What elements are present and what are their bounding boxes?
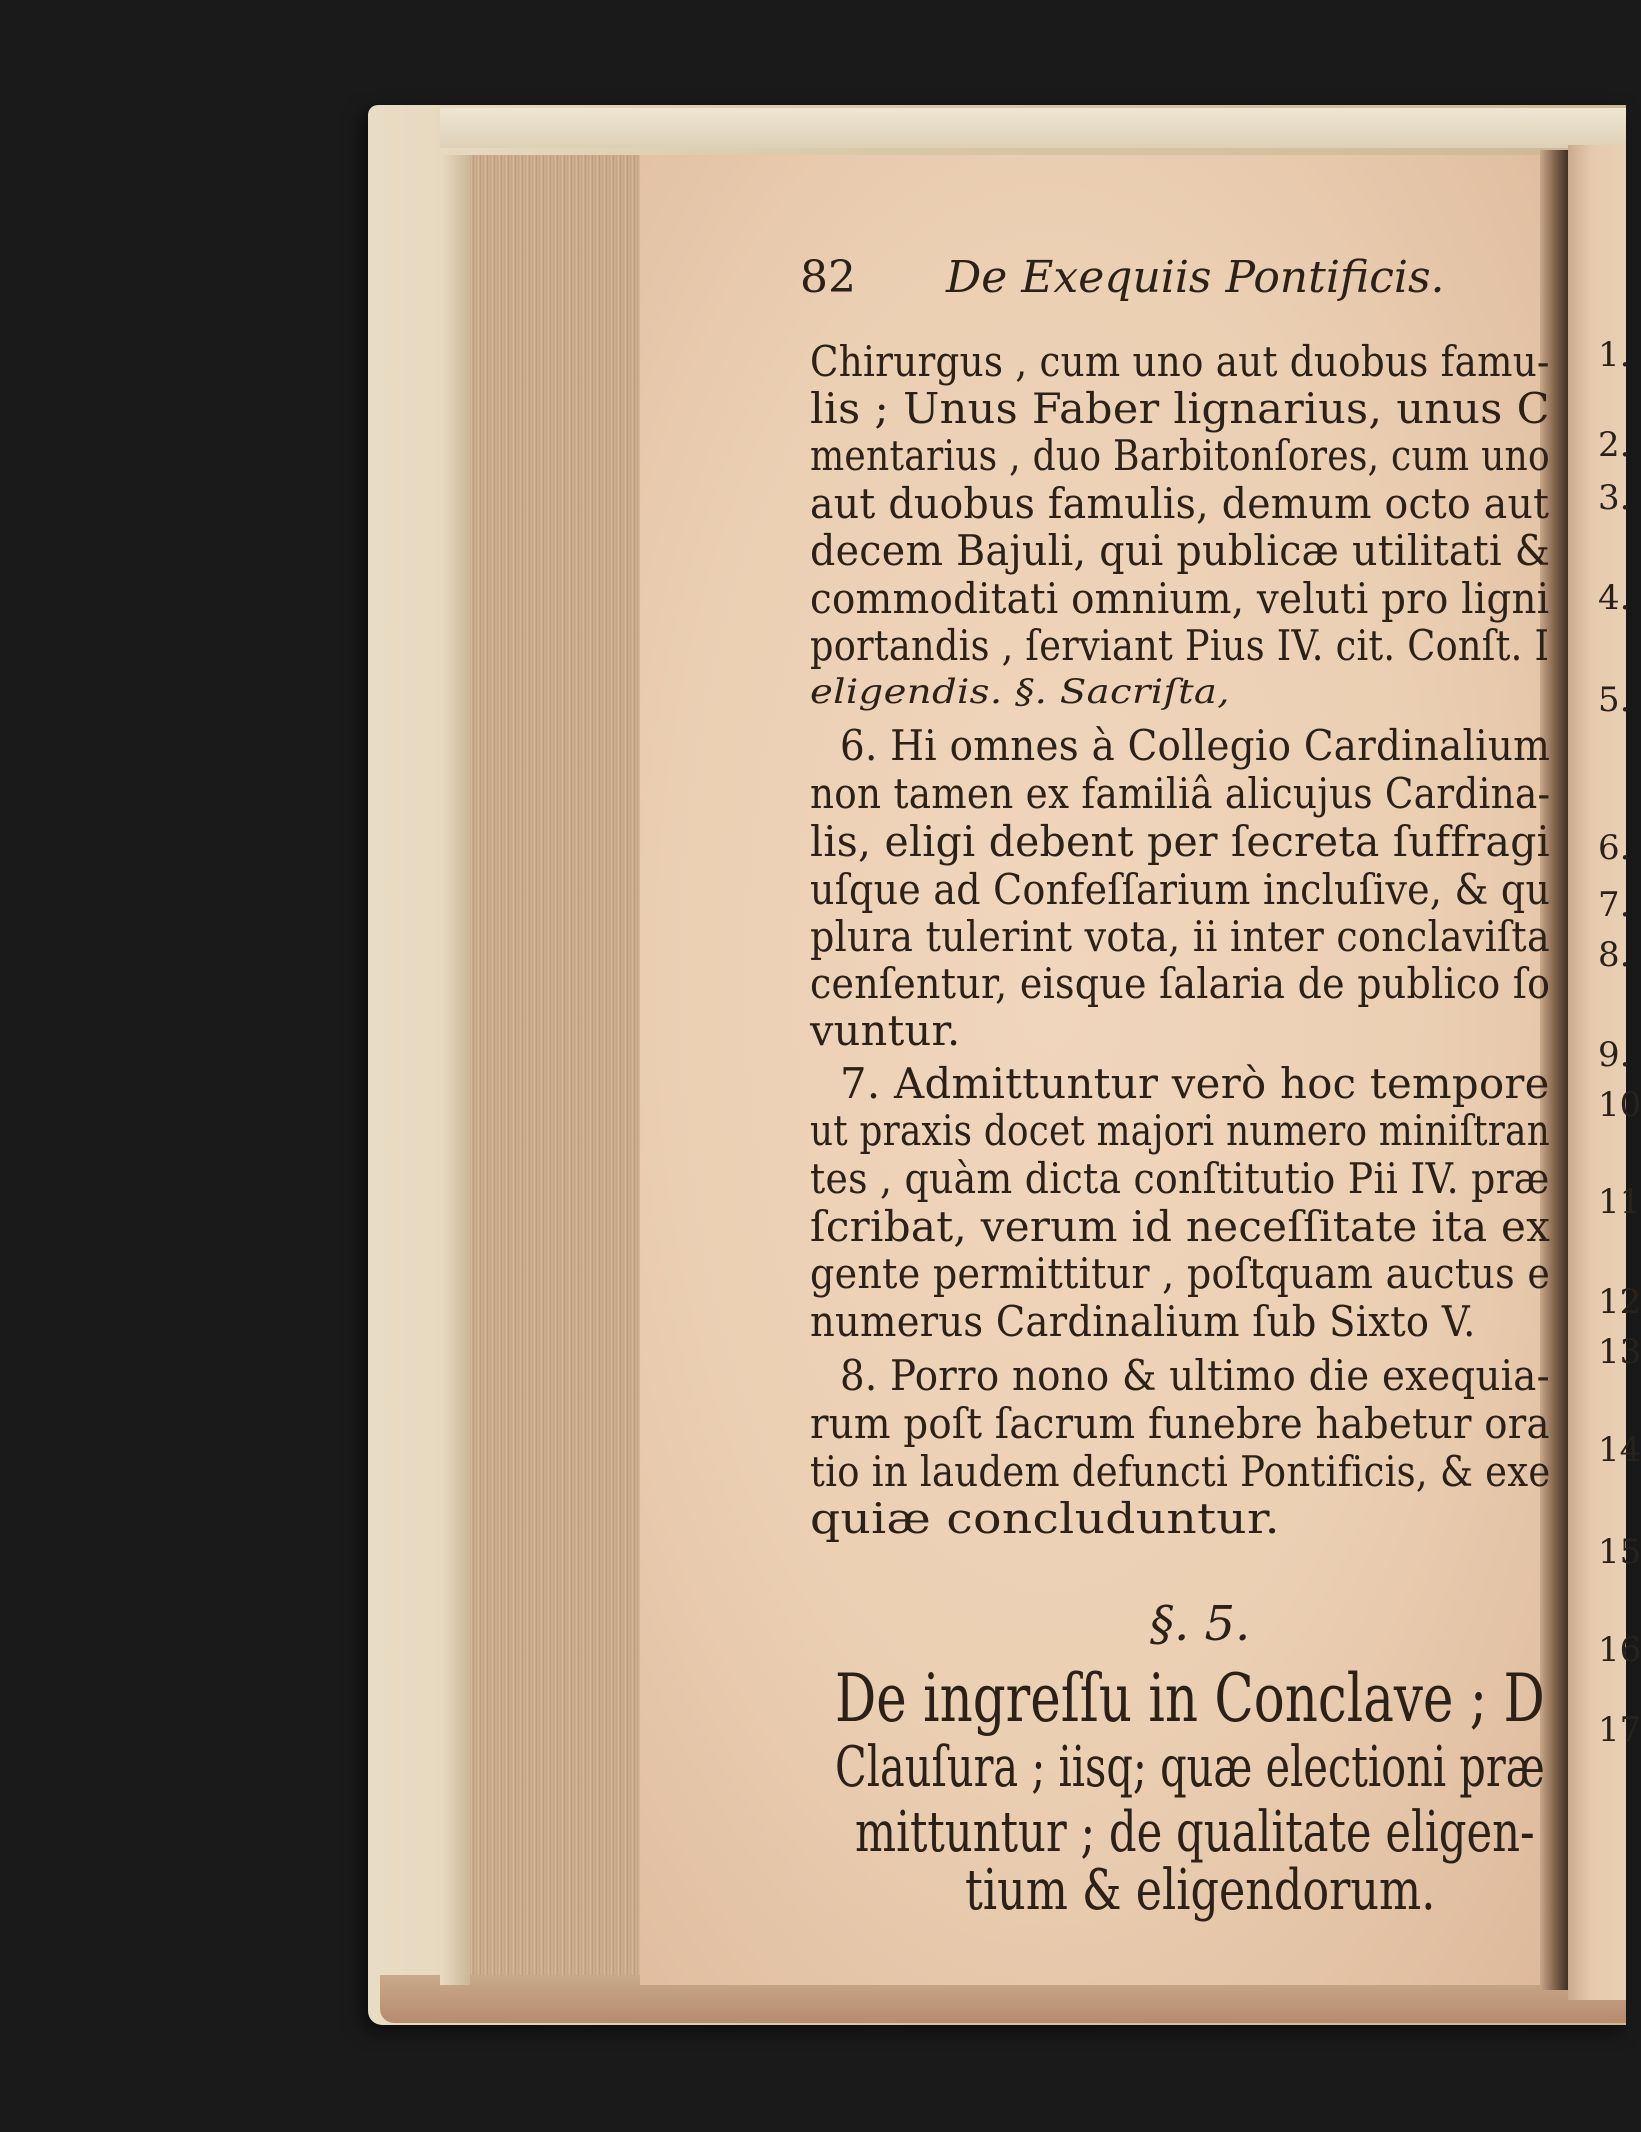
margin-number: 8. (1598, 935, 1631, 975)
body-line: 7. Admittuntur verò hoc tempore (840, 1060, 1550, 1109)
body-line: quiæ concluduntur. (810, 1495, 1280, 1544)
body-line: lis ; Unus Faber lignarius, unus C (810, 385, 1550, 434)
margin-number: 12 (1598, 1282, 1641, 1322)
section-mark: §. 5. (1150, 1596, 1251, 1652)
running-title: De Exequiis Pontificis. (946, 252, 1445, 303)
page-number: 82 (800, 252, 856, 303)
margin-number: 10 (1598, 1085, 1641, 1125)
body-line: numerus Cardinalium ſub Sixto V. (810, 1298, 1476, 1347)
body-line: mentarius , duo Barbitonſores, cum uno (810, 432, 1550, 481)
body-line: rum poſt ſacrum funebre habetur ora (810, 1400, 1550, 1449)
margin-number: 5. (1598, 680, 1631, 720)
margin-number: 16 (1598, 1630, 1641, 1670)
body-line: tio in laudem defuncti Pontificis, & exe (810, 1448, 1551, 1497)
margin-number: 4. (1598, 578, 1631, 618)
body-line: eligendis. §. Sacriſta, (810, 672, 1230, 712)
margin-number: 7. (1598, 885, 1631, 925)
body-line: plura tulerint vota, ii inter conclaviſta (810, 913, 1550, 962)
margin-number: 9. (1598, 1035, 1631, 1075)
margin-number: 17 (1598, 1710, 1641, 1750)
cover-turn-in (440, 155, 470, 1985)
margin-number: 3. (1598, 478, 1631, 518)
section-heading-line: mittuntur ; de qualitate eligen- (855, 1800, 1535, 1865)
margin-number: 6. (1598, 828, 1631, 868)
body-line: Chirurgus , cum uno aut duobus famu- (810, 338, 1550, 387)
body-line: commoditati omnium, veluti pro ligni (810, 575, 1550, 624)
cover-top-edge (440, 108, 1626, 148)
body-line: vuntur. (810, 1007, 961, 1056)
stacked-page-edges (470, 155, 642, 1975)
margin-number: 1. (1598, 335, 1631, 375)
body-line: lis, eligi debent per ſecreta ſuffragi (810, 818, 1550, 867)
body-line: ſcribat, verum id neceſſitate ita ex (810, 1203, 1551, 1252)
body-line: aut duobus famulis, demum octo aut (810, 480, 1550, 529)
margin-number: 15 (1598, 1532, 1641, 1572)
margin-number: 13 (1598, 1332, 1641, 1372)
body-line: decem Bajuli, qui publicæ utilitati & (810, 527, 1551, 576)
body-line: non tamen ex familiâ alicujus Cardina- (810, 770, 1551, 819)
section-heading-line: De ingreſſu in Conclave ; D (835, 1660, 1545, 1737)
body-line: portandis , ſerviant Pius IV. cit. Conſt. I (810, 622, 1550, 671)
margin-number: 11 (1598, 1182, 1641, 1222)
running-header (800, 252, 1445, 303)
body-line: uſque ad Confeſſarium incluſive, & qu (810, 866, 1551, 915)
margin-number: 2. (1598, 425, 1631, 465)
section-heading-line: tium & eligendorum. (965, 1858, 1436, 1923)
body-line: gente permittitur , poſtquam auctus e (810, 1250, 1551, 1299)
body-line: 6. Hi omnes à Collegio Cardinalium (840, 722, 1551, 771)
body-line: tes , quàm dicta conſtitutio Pii IV. præ (810, 1155, 1550, 1204)
margin-number: 14 (1598, 1430, 1641, 1470)
body-line: ut praxis docet majori numero miniſtran (810, 1107, 1550, 1156)
body-line: cenſentur, eisque ſalaria de publico ſo (810, 960, 1551, 1009)
body-line: 8. Porro nono & ultimo die exequia- (840, 1352, 1550, 1401)
section-heading-line: Clauſura ; iisq; quæ electioni præ (835, 1735, 1545, 1800)
